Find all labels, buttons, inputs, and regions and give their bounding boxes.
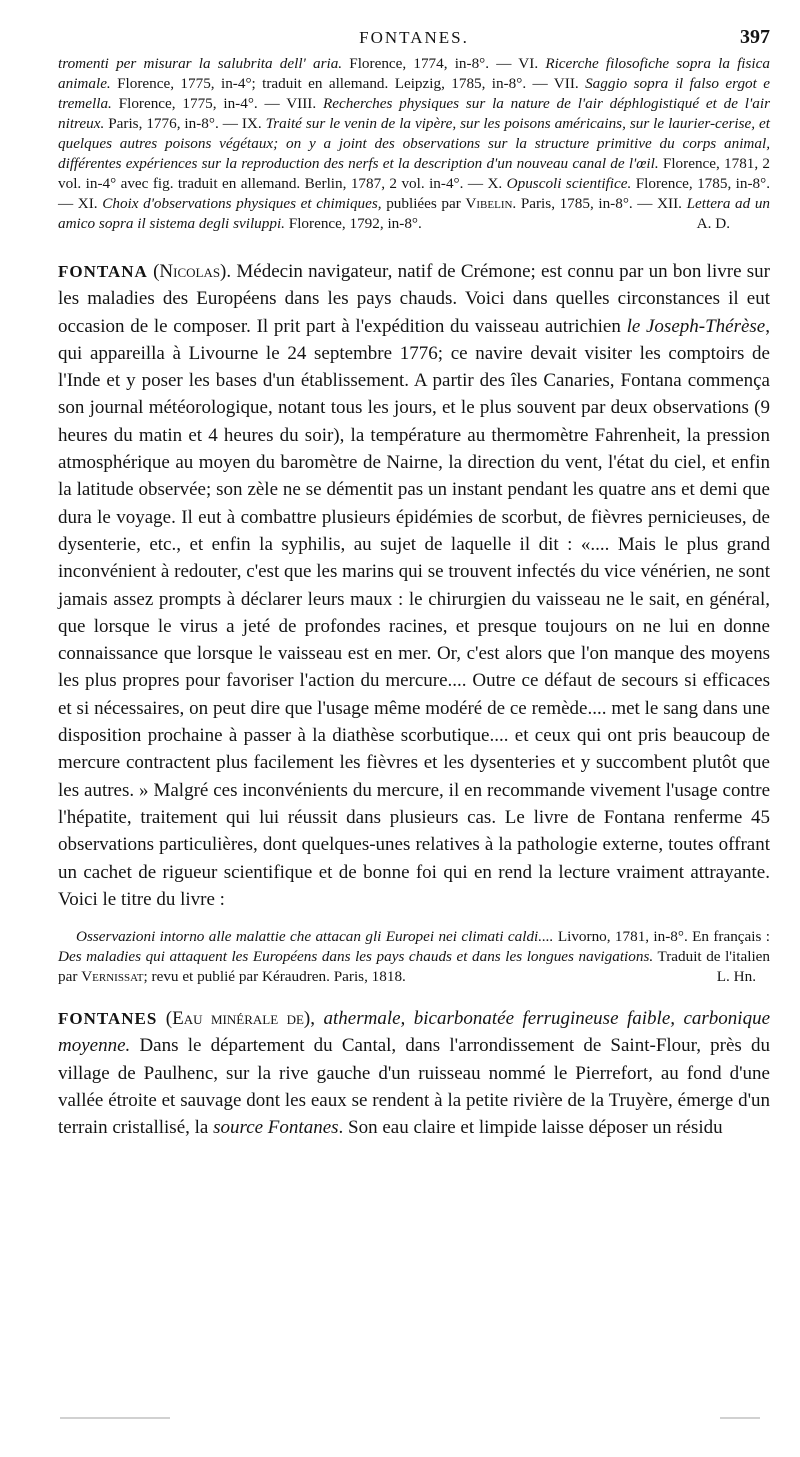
entry-fontanes [58,1005,770,1141]
text-span: , qui appareilla à Livourne le 24 septembre 1776; ce navire devait visiter les comptoirs de l'Inde et y poser les bases d'un établissement. A partir des îles Canaries, Fontana commença son journal météorologique, notant tous les jours, et le plus souvent par deux observations (9 heures du matin et 4 heures du soir), la température au thermomètre Fahrenheit, la pression atmosphérique au moyen du baromètre de Nairne, la direction du vent, l'état du ciel, et enfin la latitude observée; son zèle ne se démentit pas un instant pendant les quatre ans et demi que dura le voyage. Il eut à combattre plusieurs épidémies de scorbut, de fièvres pernicieuses, de dysenterie, etc., et enfin la syphilis, au sujet de laquelle il dit : «.... Mais le plus grand inconvénient à redouter, c'est que les marins qui se trouvent infectés du vice vénérien, ne sont jamais assez prompts à déclarer leurs maux : le chirurgien du vaisseau ne le sait, en général, que lorsque le virus a jeté de profondes racines, et presque toujours on ne lui en donne connaissance que lorsque le vaisseau est en mer. Or, c'est alors que l'on manque des moyens les plus propres pour favoriser l'action du mercure.... Outre ce défaut de secours si efficaces et si nécessaires, on peut dire que l'usage même modéré de ce remède.... met le sang dans une disposition prochaine à passer à la diathèse scorbutique.... et ceux qui ont pris beaucoup de mercure contractent plus facilement les fièvres et les dysenteries et y succombent plutôt que les autres. » Malgré ces inconvénients du mercure, il en recommande vivement l'usage contre l'hépatite, traitement qui lui réussit dans plusieurs cas. Le livre de Fontana renferme 45 observations particulières, dont quelques-unes relatives à la pathologie externe, toutes offrant un cachet de rigueur scientifique et de bonne foi qui en rend la lecture vraiment attrayante. Voici le titre du livre : [58,315,770,910]
work-title: Saggio sopra il falso ergot e tremella. [58,75,770,112]
author-signature: A. D. [696,215,730,232]
source-name: source Fontanes [213,1117,339,1139]
text-span: Dans le département du Cantal, dans l'arrondissement de Saint-Flour, près du village de Paulhenc, sur la rive gauche d'un ruisseau nommé le Pierrefort, au fond d'une vallée étroite et sauvage dont les eaux se rendent à la petite rivière de la Truyère, émerge d'un terrain cristallisé, la [58,1035,770,1139]
page-number: 397 [740,26,770,48]
entry-qualifier: (Eau minérale de), [165,1008,316,1030]
work-title: Opuscoli scientifice. [506,175,632,192]
work-title: Osservazioni intorno alle malattie che attacan gli Europei nei climati caldi.... [76,928,554,946]
text-span: Florence, 1775, in-4°. — VIII. [111,95,323,112]
entry-headword: FONTANA [58,262,148,281]
text-span: Médecin navigateur, natif de Crémone; est connu par un bon livre sur les maladies des Européens dans les pays chauds. Voici dans quelles circonstances il eut occasion de le composer. Il prit part à l'expédition du vaisseau autrichien [58,261,770,337]
classification: athermale, bicarbonatée ferrugineuse faible, carbonique moyenne. [58,1008,771,1057]
entry-headword: FONTANES [58,1009,158,1029]
text-span: Florence, 1781, 2 vol. in-4° avec fig. traduit en allemand. Berlin, 1787, 2 vol. in-4°. — X. [58,155,770,192]
ship-name: le Joseph-Thérèse [626,315,766,337]
text-span: . Paris, 1785, in-8°. — XII. [512,195,687,212]
text-span: Livorno, 1781, in-8°. En français : [553,928,770,946]
text-span: . Son eau claire et limpide laisse déposer un résidu [338,1117,723,1139]
work-title: Choix d'observations physiques et chimiques, [102,195,382,212]
bottom-scan-artifact [60,1417,760,1421]
work-title: Traité sur le venin de la vipère, sur les poisons américains, sur le laurier-cerise, et quelques autres poisons végétaux; on y a joint des observations sur la structure primitive du corps animal, différentes expériences sur la reproduction des nerfs et la description d'un nouveau canal de l'œil. [58,115,770,172]
entry-fontana [58,258,770,913]
bibliography-continuation [58,54,770,234]
text-span: ; revu et publié par Kéraudren. Paris, 1818. [143,968,406,986]
author-name: Vibelin [465,195,513,212]
running-title: FONTANES. [359,28,469,47]
running-head [58,28,770,54]
entry-name: (Nicolas). [153,261,232,282]
work-title: Des maladies qui attaquent les Européens dans les pays chauds et dans les longues navigations. [58,948,654,966]
work-title: tromenti per misurar la salubrita dell' aria. [58,55,343,72]
work-title: Lettera ad un amico sopra il sistema degli sviluppi. [58,195,771,232]
text-span: Paris, 1776, in-8°. — IX. [104,115,266,132]
page [58,28,770,1142]
author-name: Vernissat [81,968,144,986]
work-title: Ricerche filosofiche sopra la fisica animale. [58,55,770,92]
text-span: publiées par [381,195,466,212]
text-span: Florence, 1785, in-8°. — XI. [58,175,770,212]
book-citation [58,927,770,987]
text-span: Florence, 1775, in-4°; traduit en allemand. Leipzig, 1785, in-8°. — VII. [110,75,586,92]
work-title: Recherches physiques sur la nature de l'air déphlogistiqué et de l'air nitreux. [58,95,770,132]
text-span: Florence, 1774, in-8°. — VI. [342,55,546,72]
text-span: Traduit de l'italien par [58,948,770,986]
author-signature: L. Hn. [716,968,756,986]
text-span: Florence, 1792, in-8°. [284,215,422,232]
